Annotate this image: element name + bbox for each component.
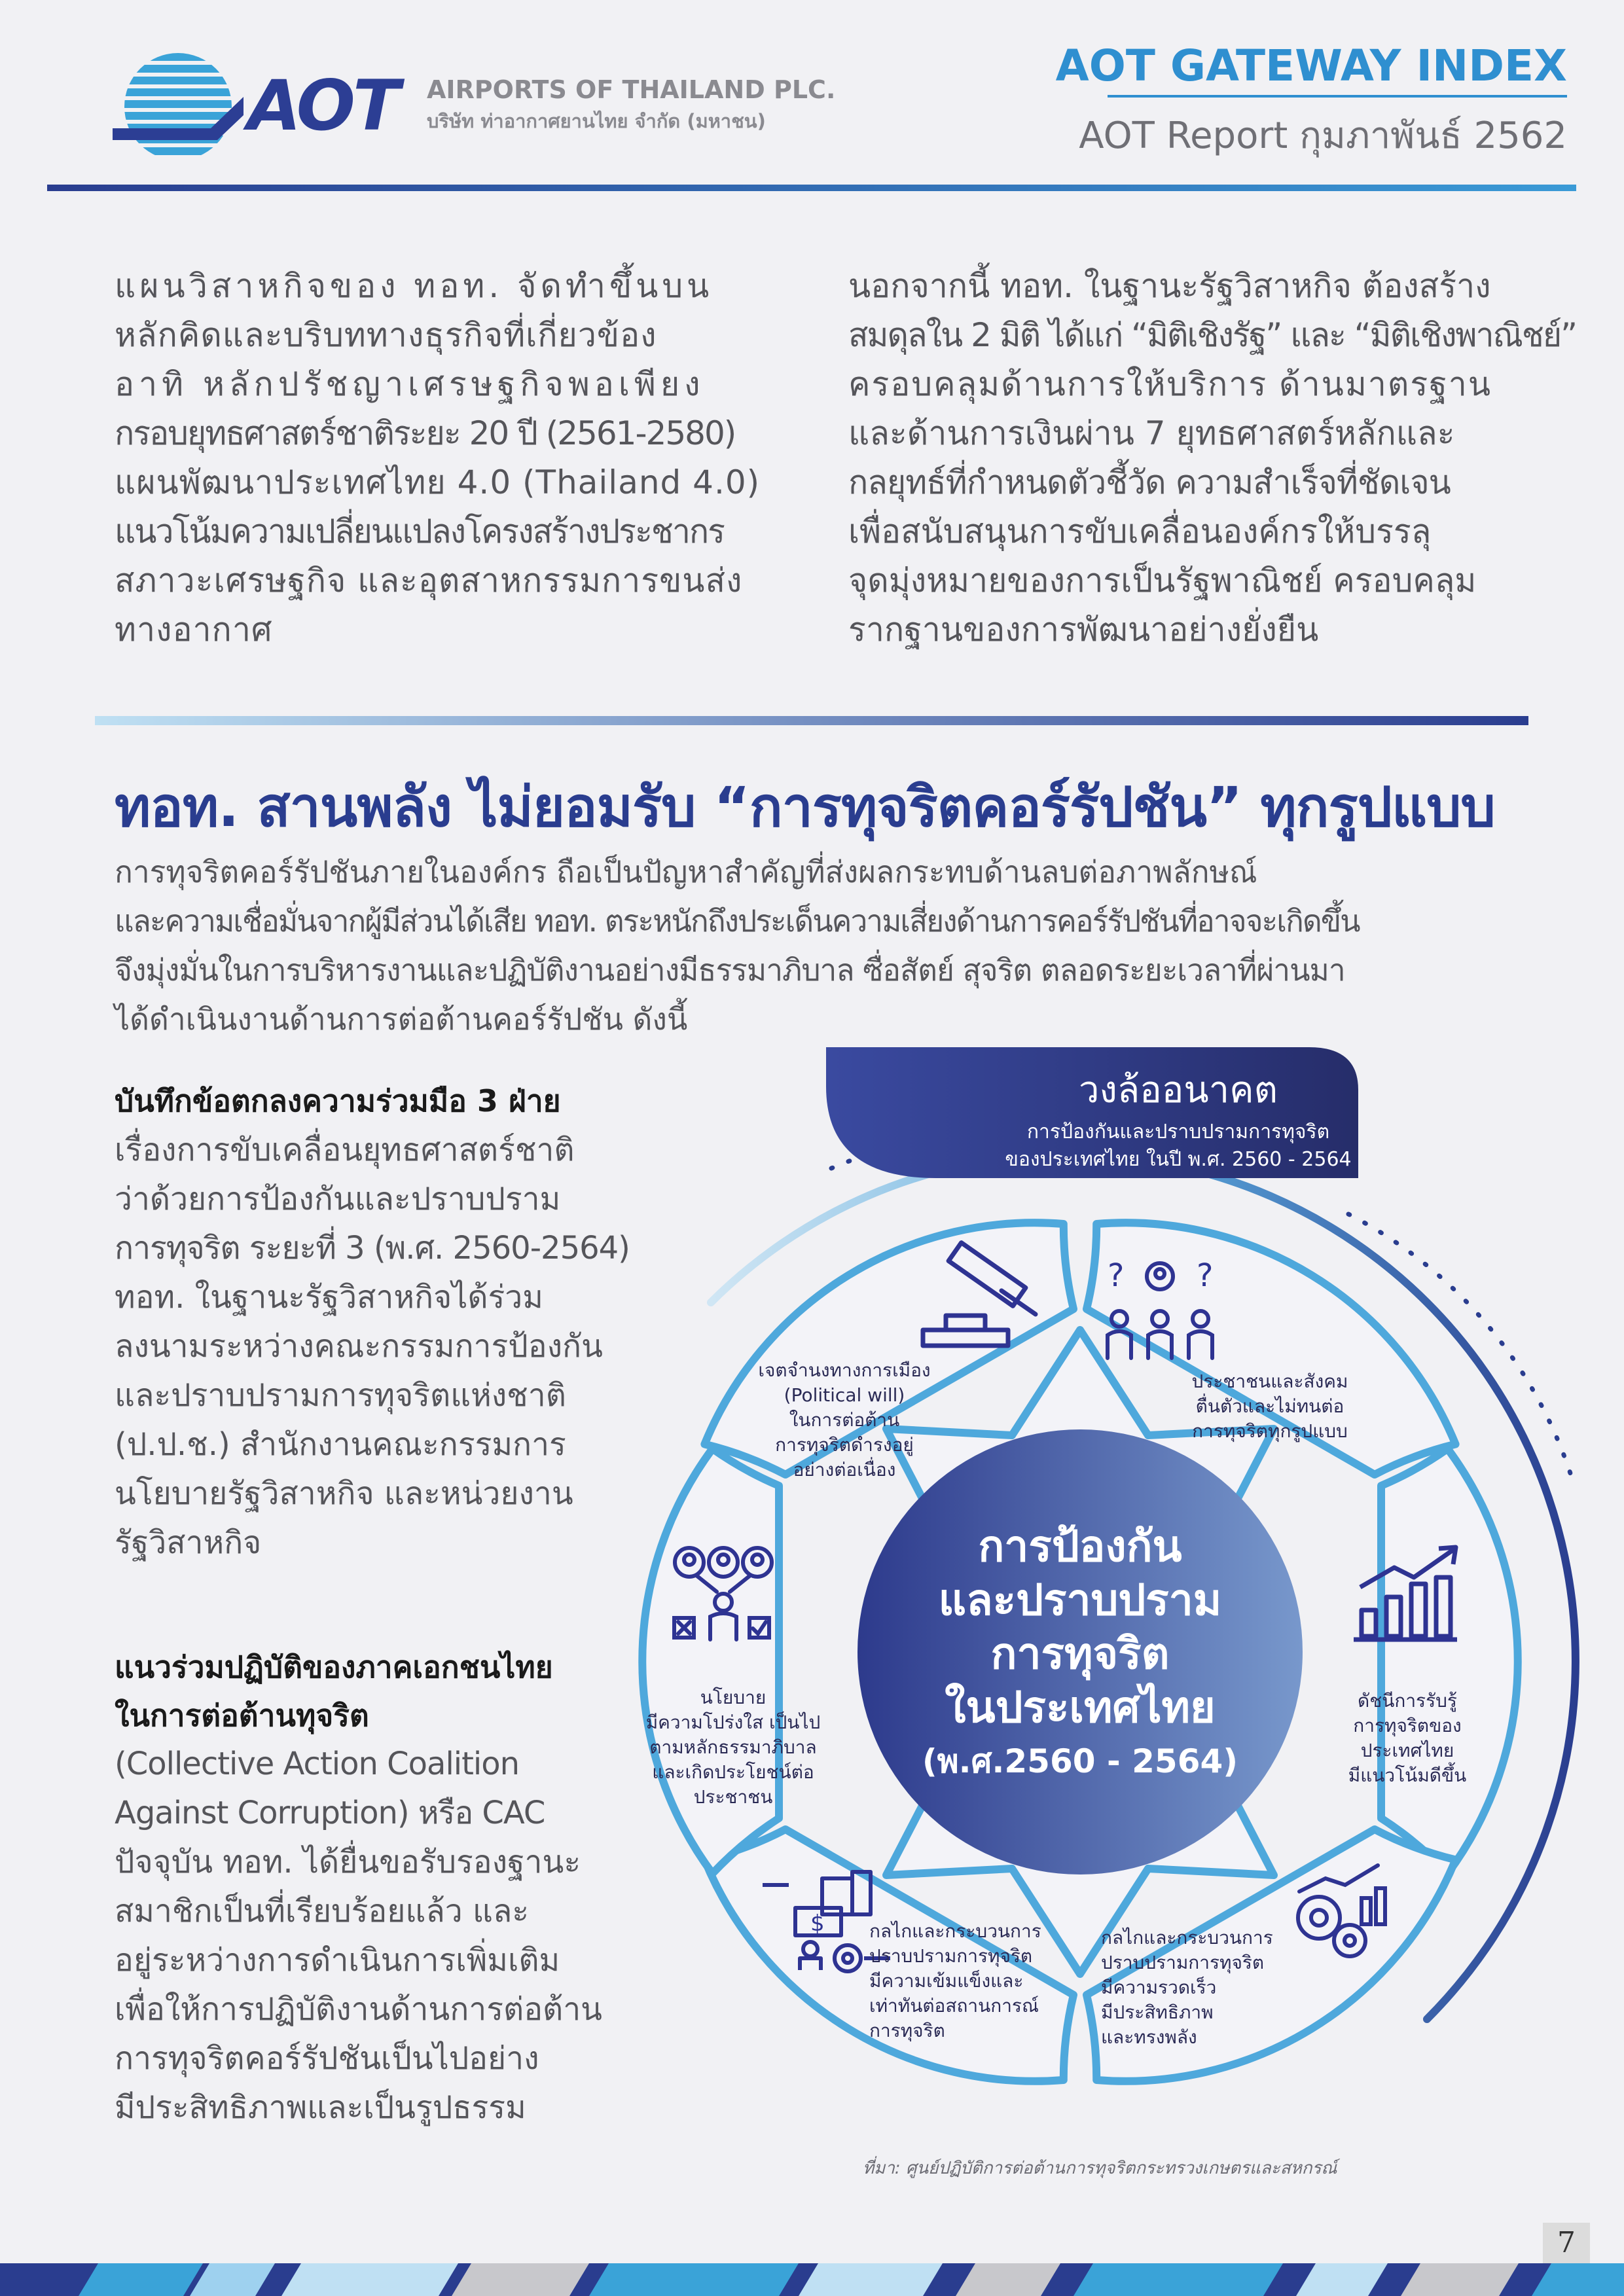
- segment-line: กลไกและกระบวนการ: [869, 1920, 1041, 1942]
- segment-line: การทุจริตทุกรูปแบบ: [1192, 1420, 1348, 1442]
- intro-right: [848, 262, 1576, 655]
- segment-line: ดัชนีการรับรู้: [1358, 1690, 1457, 1712]
- title-underline: [1108, 95, 1567, 98]
- segment-line: เท่าทันต่อสถานการณ์: [869, 1995, 1039, 2017]
- intro-left-line: กรอบยุทธศาสตร์ชาติระยะ 20 ปี (2561-2580): [115, 414, 736, 452]
- mou-line: เรื่องการขับเคลื่อนยุทธศาสตร์ชาติ: [115, 1132, 575, 1168]
- mou-line: และปราบปรามการทุจริตแห่งชาติ: [115, 1377, 566, 1414]
- mou-line: (ป.ป.ช.) สำนักงานคณะกรรมการ: [115, 1426, 566, 1463]
- svg-text:$: $: [810, 1910, 825, 1937]
- intro-right-line: เพื่อสนับสนุนการขับเคลื่อนองค์กรให้บรรลุ: [848, 512, 1432, 550]
- cac-line: อยู่ระหว่างการดำเนินการเพิ่มเติม: [115, 1942, 560, 1979]
- segment-line: นโยบาย: [700, 1687, 767, 1708]
- footer-stripes: [0, 2263, 1624, 2296]
- intro-left-line: แนวโน้มความเปลี่ยนแปลงโครงสร้างประชากร: [115, 512, 725, 550]
- svg-text:?: ?: [1197, 1257, 1214, 1294]
- segment-text-index: [1348, 1689, 1466, 1788]
- intro-left-line: ทางอากาศ: [115, 611, 273, 649]
- center-title-line: การทุจริต: [990, 1628, 1170, 1679]
- intro-left-line: แผนวิสาหกิจของ ทอท. จัดทำขึ้นบน: [115, 267, 713, 305]
- mou-block: [115, 1077, 630, 1568]
- intro-right-line: ครอบคลุมด้านการให้บริการ ด้านมาตรฐาน: [848, 365, 1492, 403]
- segment-line: กลไกและกระบวนการ: [1101, 1927, 1273, 1948]
- intro-left-line: แผนพัฒนาประเทศไทย 4.0 (Thailand 4.0): [115, 463, 761, 501]
- mou-line: ทอท. ในฐานะรัฐวิสาหกิจได้ร่วม: [115, 1279, 543, 1316]
- segment-3: [1381, 1449, 1518, 1874]
- cac-line: สมาชิกเป็นที่เรียบร้อยแล้ว และ: [115, 1893, 530, 1929]
- source-note: ที่มา: ศูนย์ปฏิบัติการต่อต้านการทุจริตกระทรวงเกษตรและสหกรณ์: [863, 2159, 1337, 2178]
- badge-subtitle-line: การป้องกันและปราบปรามการทุจริต: [1026, 1121, 1330, 1143]
- center-title-line: การป้องกัน: [978, 1521, 1182, 1571]
- cac-line: Against Corruption) หรือ CAC: [115, 1795, 545, 1831]
- company-name-th: บริษัท ท่าอากาศยานไทย จำกัด (มหาชน): [427, 110, 766, 132]
- header: [0, 0, 1624, 196]
- intro-right-line: รากฐานของการพัฒนาอย่างยั่งยืน: [848, 611, 1319, 649]
- segment-line: ตื่นตัวและไม่ทนต่อ: [1195, 1395, 1344, 1417]
- section-paragraph-line: การทุจริตคอร์รัปชันภายในองค์กร ถือเป็นปัญหาสำคัญที่ส่งผลกระทบด้านลบต่อภาพลักษณ์: [115, 854, 1257, 889]
- intro-left-line: สภาวะเศรษฐกิจ และอุตสาหกรรมการขนส่ง: [115, 562, 743, 600]
- intro-right-line: นอกจากนี้ ทอท. ในฐานะรัฐวิสาหกิจ ต้องสร้าง: [848, 267, 1491, 305]
- center-title: [916, 1520, 1244, 1788]
- intro-left: [115, 262, 760, 655]
- intro-right-line: สมดุลใน 2 มิติ ได้แก่ “มิติเชิงรัฐ” และ “มิติเชิงพาณิชย์”: [848, 316, 1577, 354]
- page-number-box: [1543, 2223, 1590, 2263]
- segment-line: อย่างต่อเนื่อง: [793, 1459, 896, 1480]
- cac-title-line: แนวร่วมปฏิบัติของภาคเอกชนไทย: [115, 1649, 553, 1685]
- segment-line: ตามหลักธรรมาภิบาล: [649, 1736, 817, 1758]
- segment-text-citizens: [1192, 1369, 1348, 1444]
- segment-text-mechanism-strong: [869, 1919, 1041, 2043]
- segment-line: มีแนวโน้มดีขึ้น: [1348, 1765, 1467, 1786]
- segment-line: มีความรวดเร็ว: [1101, 1977, 1217, 1998]
- cac-title-line: ในการต่อต้านทุจริต: [115, 1698, 369, 1733]
- segment-text-policy: [646, 1685, 821, 1810]
- segment-line: ประชาชน: [693, 1786, 773, 1808]
- segment-6: [642, 1449, 779, 1874]
- cac-line: เพื่อให้การปฏิบัติงานด้านการต่อต้าน: [115, 1991, 602, 2028]
- segment-line: ประเทศไทย: [1360, 1740, 1454, 1761]
- segment-line: การทุจริต: [869, 2020, 945, 2041]
- center-title-line: และปราบปราม: [938, 1575, 1222, 1625]
- segment-line: การทุจริตของ: [1353, 1715, 1462, 1736]
- segment-line: การทุจริตดำรงอยู่: [775, 1434, 914, 1456]
- intro-right-line: และด้านการเงินผ่าน 7 ยุทธศาสตร์หลักและ: [848, 414, 1455, 452]
- badge-subtitle-line: ของประเทศไทย ในปี พ.ศ. 2560 - 2564: [1005, 1148, 1352, 1171]
- intro-left-line: หลักคิดและบริบททางธุรกิจที่เกี่ยวข้อง: [115, 316, 657, 354]
- segment-line: เจตจำนงทางการเมือง: [758, 1359, 931, 1381]
- segment-line: และเกิดประโยชน์ต่อ: [652, 1761, 814, 1783]
- section-paragraph: [115, 848, 1360, 1044]
- report-subtitle: AOT Report กุมภาพันธ์ 2562: [1079, 115, 1567, 157]
- segment-line: ประชาชนและสังคม: [1191, 1371, 1348, 1392]
- segment-line: และทรงพลัง: [1101, 2026, 1197, 2048]
- segment-line: ปราบปรามการทุจริต: [1101, 1952, 1265, 1973]
- section-rule: [95, 716, 1528, 725]
- segment-line: มีประสิทธิภาพ: [1101, 2001, 1214, 2023]
- cac-line: การทุจริตคอร์รัปชันเป็นไปอย่าง: [115, 2040, 539, 2077]
- future-wheel: [589, 1034, 1624, 2199]
- intro-left-line: อาทิ หลักปรัชญาเศรษฐกิจพอเพียง: [115, 365, 705, 403]
- report-title: AOT GATEWAY INDEX: [1055, 41, 1567, 91]
- segment-line: (Political will): [784, 1384, 905, 1406]
- segment-line: มีความเข้มแข็งและ: [869, 1970, 1024, 1992]
- center-title-line: ในประเทศไทย: [945, 1682, 1216, 1732]
- svg-text:?: ?: [1108, 1257, 1125, 1294]
- mou-line: ว่าด้วยการป้องกันและปราบปราม: [115, 1181, 561, 1217]
- mou-title: บันทึกข้อตกลงความร่วมมือ 3 ฝ่าย: [115, 1083, 561, 1119]
- segment-text-mechanism-fast: [1101, 1926, 1273, 2050]
- mou-line: การทุจริต ระยะที่ 3 (พ.ศ. 2560-2564): [115, 1230, 630, 1266]
- page-number: 7: [1557, 2226, 1576, 2259]
- section-paragraph-line: ได้ดำเนินงานด้านการต่อต้านคอร์รัปชัน ดังนี้: [115, 1001, 688, 1037]
- cac-block: [115, 1643, 602, 2132]
- badge-title: วงล้ออนาคต: [1079, 1069, 1278, 1111]
- intro-right-line: จุดมุ่งหมายของการเป็นรัฐพาณิชย์ ครอบคลุม: [848, 562, 1477, 600]
- mou-line: ลงนามระหว่างคณะกรรมการป้องกัน: [115, 1328, 603, 1365]
- header-rule: [47, 185, 1576, 191]
- section-paragraph-line: จึงมุ่งมั่นในการบริหารงานและปฏิบัติงานอย่างมีธรรมาภิบาล ซื่อสัตย์ สุจริต ตลอดระยะเวลาที่ผ่านมา: [115, 952, 1345, 988]
- logo-wordmark: AOT: [247, 65, 398, 146]
- aot-logo-icon: [113, 51, 244, 162]
- cac-line: มีประสิทธิภาพและเป็นรูปธรรม: [115, 2089, 526, 2126]
- segment-line: มีความโปร่งใส เป็นไป: [645, 1712, 821, 1733]
- intro-right-line: กลยุทธ์ที่กำหนดตัวชี้วัด ความสำเร็จที่ชัดเจน: [848, 463, 1451, 501]
- cac-line: ปัจจุบัน ทอท. ได้ยื่นขอรับรองฐานะ: [115, 1844, 581, 1880]
- section-paragraph-line: และความเชื่อมั่นจากผู้มีส่วนได้เสีย ทอท. ตระหนักถึงประเด็นความเสี่ยงด้านการคอร์รัปชันที่อาจจะเกิดขึ้น: [115, 903, 1360, 939]
- segment-text-political-will: [758, 1358, 930, 1482]
- mou-line: นโยบายรัฐวิสาหกิจ และหน่วยงาน: [115, 1475, 573, 1512]
- center-title-line: (พ.ศ.2560 - 2564): [922, 1742, 1238, 1780]
- segment-line: ในการต่อต้าน: [789, 1409, 900, 1431]
- mou-line: รัฐวิสาหกิจ: [115, 1524, 262, 1561]
- company-name-en: AIRPORTS OF THAILAND PLC.: [427, 75, 836, 104]
- segment-line: ปราบปรามการทุจริต: [869, 1945, 1033, 1967]
- section-heading: ทอท. สานพลัง ไม่ยอมรับ “การทุจริตคอร์รัปชัน” ทุกรูปแบบ: [115, 775, 1495, 839]
- cac-line: (Collective Action Coalition: [115, 1746, 520, 1782]
